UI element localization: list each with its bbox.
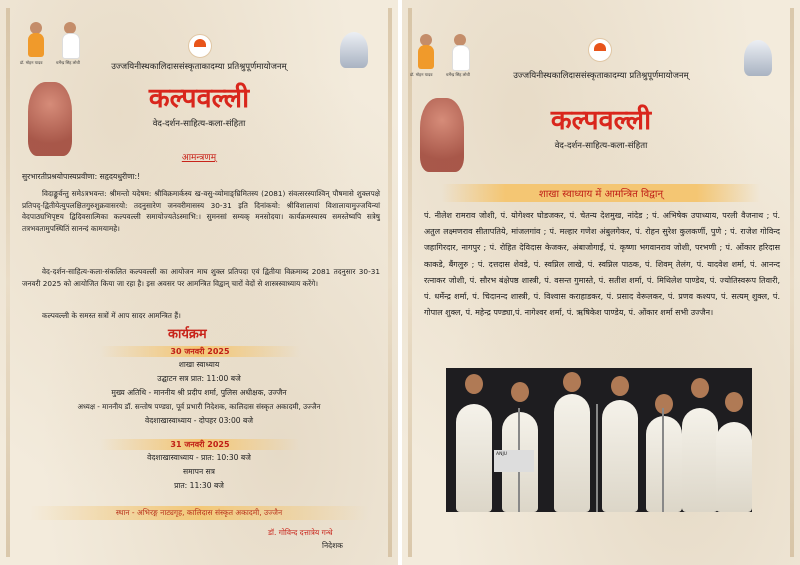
portrait-right: [444, 34, 476, 72]
scholars-list: पं. नीलेश रामराव जोशी, पं. योगेश्वर घोडजकर, पं. चेतन्य देशमुख, नांदेड ; पं. अभिषेक उपाध्याय, परली वैजनाथ ; पं. अतुल लक्ष्मणराव सीतापतिये, मांजलगांव ; पं. मल्हार गणेश अंबुलगेकर, पं. रोहन सुरेश कुलकर्णी, पुणे ; पं. राजेश गोविन्द जहागिरदार, नागपुर ; पं. रोहित देविदास केजकर, अंबाजोगाई, पं. कृष्णा भगवानराव जोशी, परभणी ; पं. ओंकार हरिदास काकडे, बैंगलुरु ; पं. दत्तदास शेवडे, पं. स्वप्निल लाखे, पं. स्वप्निल पाठक, पं. शिवम् तेलंग, पं. यादवेश शर्मा, पं. आनन्द रत्नाकर जोशी, पं. सौरभ बंक्षेपष्ठ शास्त्री, पं. वसन्त गुमास्ते, पं. सतीश शर्मा, पं. मिथिलेश पाण्डेय, पं. ज्योतिस्वरूप तिवारी, पं. धर्मेन्द्र शर्मा, पं. चिदानन्द शास्त्री, पं. विश्वास कराहाडकर, पं. प्रसाद वेरूलकर, पं. प्रणव कश्यप, पं. सत्यम् शुक्ल, पं. गोपाल शुक्ल, पं. महेन्द्र पण्ड्या,पं. नागेश्वर शर्मा, पं. ऋषिकेश पाण्डेय, पं. ओंकार शर्मा सभी उज्जैन।: [424, 211, 780, 318]
org-line: उज्जयिनीस्थकालिदाससंस्कृताकादम्या प्रतिश्रुपूर्णमायोजनम्: [513, 71, 689, 81]
day2-line: समापन सत्र: [183, 467, 215, 476]
portrait-left: [20, 22, 52, 60]
academy-logo: [588, 38, 612, 62]
program-heading: कार्यक्रम: [168, 327, 207, 342]
page-title: कल्पवल्ली: [148, 83, 250, 114]
day2-date: 31 जनवरी 2025: [100, 439, 300, 450]
invite-paragraph: कल्पवल्ली के समस्त सत्रों में आप सादर आमन्त्रित हैं।: [42, 311, 181, 320]
portrait-left-caption: डॉ. मोहन यादव: [410, 72, 433, 77]
day1-line: मुख्य अतिथि - माननीय श्री प्रदीप शर्मा, पुलिस अधीक्षक, उज्जैन: [111, 388, 287, 397]
day1-date: 30 जनवरी 2025: [100, 346, 300, 357]
page-subtitle: वेद-दर्शन-साहित्य-कला-संहिता: [152, 119, 246, 129]
org-line: उज्जयिनीस्थकालिदाससंस्कृताकादम्या प्रतिश्रुपूर्णमायोजनम्: [111, 62, 287, 72]
photo-sign: ANJU: [494, 450, 534, 472]
greeting: सुरभारतीप्रश्रयोपास्यप्रवीणा: सहृदयधुरीणा:!: [22, 172, 141, 181]
day1-line: वेदशाखास्वाध्याय - दोपहर 03:00 बजे: [144, 416, 254, 425]
day1-line: अध्यक्ष - माननीय डॉ. सन्तोष पण्ड्या, पूर्व प्रभारी निदेशक, कालिदास संस्कृत अकादमी, उज्जैन: [77, 402, 321, 411]
sanskrit-paragraph: विदाङ्कुर्वन्तु समेऽत्रभवन्त: श्रीमन्तो यदेषम: श्रीविक्रमार्कस्य ख-वसु-व्योमाङ्घ्रिमितस्य (2081) संवत्सरस्याश्विन् पौषमासे शुक्लपक्षे प्रतिपद्-द्वितीयेत्युपलक्षितगुरुशुक्रवासरयो: तदनुसारेण जनवरीमासस्य 30-31 इति दिनांकयो: श्रीविशालायां विशालायामुज्जयिन्यां वेदपाठ्यभिपृष्टय द्विदिवसात्मिका कल्पवल्ली समायोज्यतेऽस्माभि:। सुमनसां सम्यक् मनसोदया। कार्यक्रमस्यास्य समस्तेष्वपि सत्रेषु तत्रभवतामुपस्थितिं सानन्दं कामयामहे।: [22, 189, 380, 233]
right-border-ornament: [790, 8, 794, 557]
signatory-name: डॉ. गोविन्द दत्तात्रेय गन्धे: [268, 528, 333, 537]
portrait-left: [410, 34, 442, 72]
day1-line: शाखा स्वाध्याय: [178, 360, 220, 369]
page-title: कल्पवल्ली: [550, 105, 652, 136]
academy-logo: [188, 34, 212, 58]
day2-line: प्रात: 11:30 बजे: [174, 481, 224, 490]
portrait-right-caption: धर्मेन्द्र सिंह लोधी: [56, 60, 80, 65]
signatory-role: निदेशक: [322, 541, 343, 550]
venue-line: स्थान - अभिरङ्ग नाट्यगृह, कालिदास संस्कृत अकादमी, उज्जैन: [30, 506, 368, 520]
day1-line: उद्घाटन सत्र प्रात: 11:00 बजे: [157, 374, 241, 383]
portrait-right-caption: धर्मेन्द्र सिंह लोधी: [446, 72, 470, 77]
hindi-paragraph: वेद-दर्शन-साहित्य-कला-संकलित कल्पवल्ली का आयोजन माघ शुक्ल प्रतिपदा एवं द्वितीया विक्रमाब्द 2081 तदनुसार 30-31 जनवरी 2025 को आयोजित किया जा रहा है। इस अवसर पर आमन्त्रित विद्वान् चारों वेदों से शास्त्रस्वाध्याय करेंगे।: [22, 267, 380, 288]
portrait-left-caption: डॉ. मोहन यादव: [20, 60, 43, 65]
portrait-right: [54, 22, 86, 60]
sculpture-image: [420, 98, 464, 172]
invitation-heading: आमन्त्रणम्: [181, 153, 217, 163]
page-subtitle: वेद-दर्शन-साहित्य-कला-संहिता: [554, 141, 648, 151]
left-border-ornament: [408, 8, 412, 557]
day2-line: वेदशाखास्वाध्याय - प्रात: 10:30 बजे: [147, 453, 251, 462]
left-page: [0, 0, 398, 565]
recitation-photo: [446, 368, 752, 512]
scholars-banner: शाखा स्वाध्याय में आमन्त्रित विद्वान्: [442, 184, 760, 202]
